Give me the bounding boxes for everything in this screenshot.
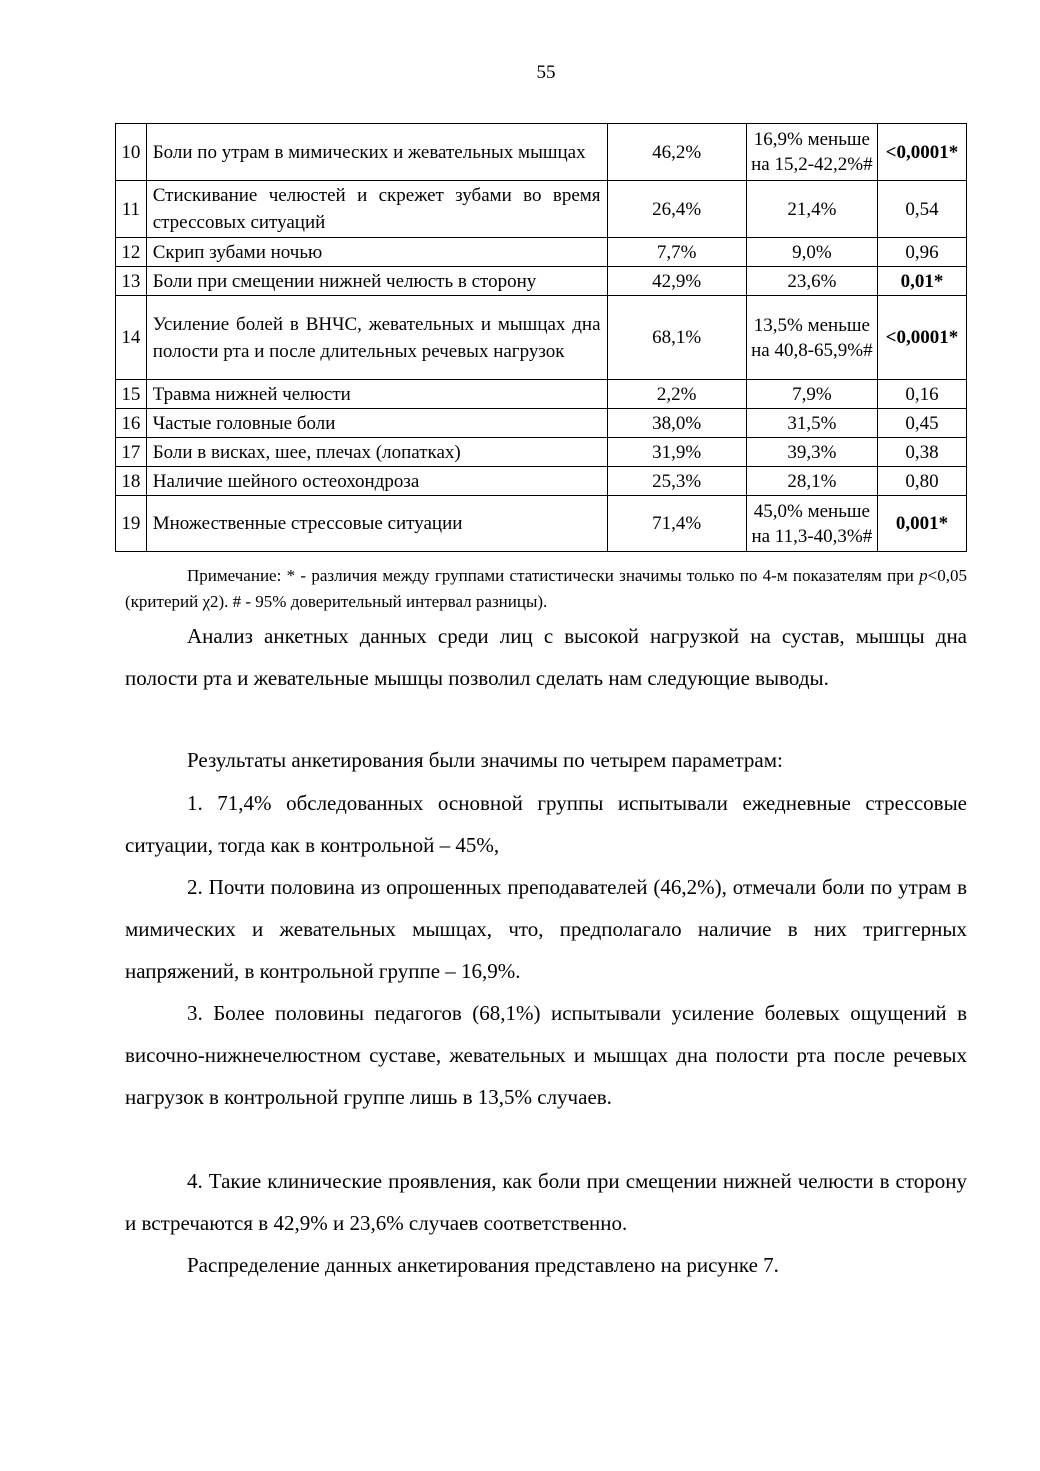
row-main-group: 26,4% xyxy=(607,181,746,238)
paragraph-finding-2: 2. Почти половина из опрошенных преподавателей (46,2%), отмечали боли по утрам в мимических и жевательных мышцах, что, предполагало наличие в них триггерных напряжений, в контрольной группе – 16,9%. xyxy=(125,875,967,983)
table-row xyxy=(116,496,967,552)
row-p-value: <0,0001* xyxy=(877,296,966,380)
row-number: 10 xyxy=(116,124,147,181)
table-row xyxy=(116,438,967,467)
row-parameter: Стискивание челюстей и скрежет зубами во время стрессовых ситуаций xyxy=(146,181,607,238)
row-control-group: 13,5% меньше на 40,8-65,9%# xyxy=(746,296,877,380)
paragraph-finding-4: 4. Такие клинические проявления, как боли при смещении нижней челюсти в сторону и встречаются в 42,9% и 23,6% случаев соответственно. xyxy=(125,1169,967,1235)
table-row xyxy=(116,238,967,267)
row-number: 13 xyxy=(116,267,147,296)
row-control-group: 39,3% xyxy=(746,438,877,467)
paragraph-analysis: Анализ анкетных данных среди лиц с высокой нагрузкой на сустав, мышцы дна полости рта и жевательные мышцы позволил сделать нам следующие выводы. xyxy=(125,624,967,690)
row-main-group: 42,9% xyxy=(607,267,746,296)
row-main-group: 38,0% xyxy=(607,409,746,438)
row-number: 18 xyxy=(116,467,147,496)
page-number: 55 xyxy=(536,62,556,83)
row-control-group: 31,5% xyxy=(746,409,877,438)
row-main-group: 46,2% xyxy=(607,124,746,181)
row-p-value: 0,001* xyxy=(877,496,966,552)
row-number: 15 xyxy=(116,380,147,409)
paragraph-results-intro: Результаты анкетирования были значимы по четырем параметрам: xyxy=(187,748,783,772)
row-number: 17 xyxy=(116,438,147,467)
row-parameter: Усиление болей в ВНЧС, жевательных и мышцах дна полости рта и после длительных речевых нагрузок xyxy=(146,296,607,380)
row-parameter: Боли в висках, шее, плечах (лопатках) xyxy=(146,438,607,467)
paragraph-finding-3: 3. Более половины педагогов (68,1%) испытывали усиление болевых ощущений в височно-нижнечелюстном суставе, жевательных и мышцах дна полости рта после речевых нагрузок в контрольной группе лишь в 13,5% случаев. xyxy=(125,1001,967,1109)
paragraph-figure-reference: Распределение данных анкетирования представлено на рисунке 7. xyxy=(187,1253,779,1277)
row-p-value: 0,16 xyxy=(877,380,966,409)
row-main-group: 71,4% xyxy=(607,496,746,552)
row-main-group: 2,2% xyxy=(607,380,746,409)
row-parameter: Частые головные боли xyxy=(146,409,607,438)
row-p-value: 0,38 xyxy=(877,438,966,467)
table-row xyxy=(116,267,967,296)
table-row xyxy=(116,124,967,181)
note-text-a: Примечание: * - различия между группами статистически значимы только по 4-м показателям при xyxy=(187,566,920,585)
row-p-value: 0,45 xyxy=(877,409,966,438)
row-p-value: 0,54 xyxy=(877,181,966,238)
row-control-group: 7,9% xyxy=(746,380,877,409)
table-row xyxy=(116,409,967,438)
row-main-group: 31,9% xyxy=(607,438,746,467)
table-row xyxy=(116,380,967,409)
row-control-group: 9,0% xyxy=(746,238,877,267)
row-p-value: 0,01* xyxy=(877,267,966,296)
row-parameter: Боли при смещении нижней челюсть в сторону xyxy=(146,267,607,296)
row-number: 11 xyxy=(116,181,147,238)
row-main-group: 25,3% xyxy=(607,467,746,496)
row-p-value: 0,80 xyxy=(877,467,966,496)
row-number: 12 xyxy=(116,238,147,267)
table-row xyxy=(116,296,967,380)
note-variable: p xyxy=(919,566,928,585)
table-row xyxy=(116,181,967,238)
row-parameter: Наличие шейного остеохондроза xyxy=(146,467,607,496)
note-text-b: <0,05 (критерий χ2). # - 95% доверительный интервал разницы). xyxy=(125,566,967,611)
row-control-group: 45,0% меньше на 11,3-40,3%# xyxy=(746,496,877,552)
row-parameter: Боли по утрам в мимических и жевательных мышцах xyxy=(146,124,607,181)
row-control-group: 16,9% меньше на 15,2-42,2%# xyxy=(746,124,877,181)
row-control-group: 28,1% xyxy=(746,467,877,496)
row-parameter: Травма нижней челюсти xyxy=(146,380,607,409)
row-number: 16 xyxy=(116,409,147,438)
row-parameter: Скрип зубами ночью xyxy=(146,238,607,267)
row-number: 14 xyxy=(116,296,147,380)
table-note xyxy=(125,563,967,615)
row-number: 19 xyxy=(116,496,147,552)
row-main-group: 7,7% xyxy=(607,238,746,267)
paragraph-finding-1: 1. 71,4% обследованных основной группы испытывали ежедневные стрессовые ситуации, тогда как в контрольной – 45%, xyxy=(125,791,967,857)
results-table xyxy=(115,123,967,552)
row-control-group: 21,4% xyxy=(746,181,877,238)
row-p-value: 0,96 xyxy=(877,238,966,267)
row-control-group: 23,6% xyxy=(746,267,877,296)
row-p-value: <0,0001* xyxy=(877,124,966,181)
row-parameter: Множественные стрессовые ситуации xyxy=(146,496,607,552)
table-row xyxy=(116,467,967,496)
row-main-group: 68,1% xyxy=(607,296,746,380)
